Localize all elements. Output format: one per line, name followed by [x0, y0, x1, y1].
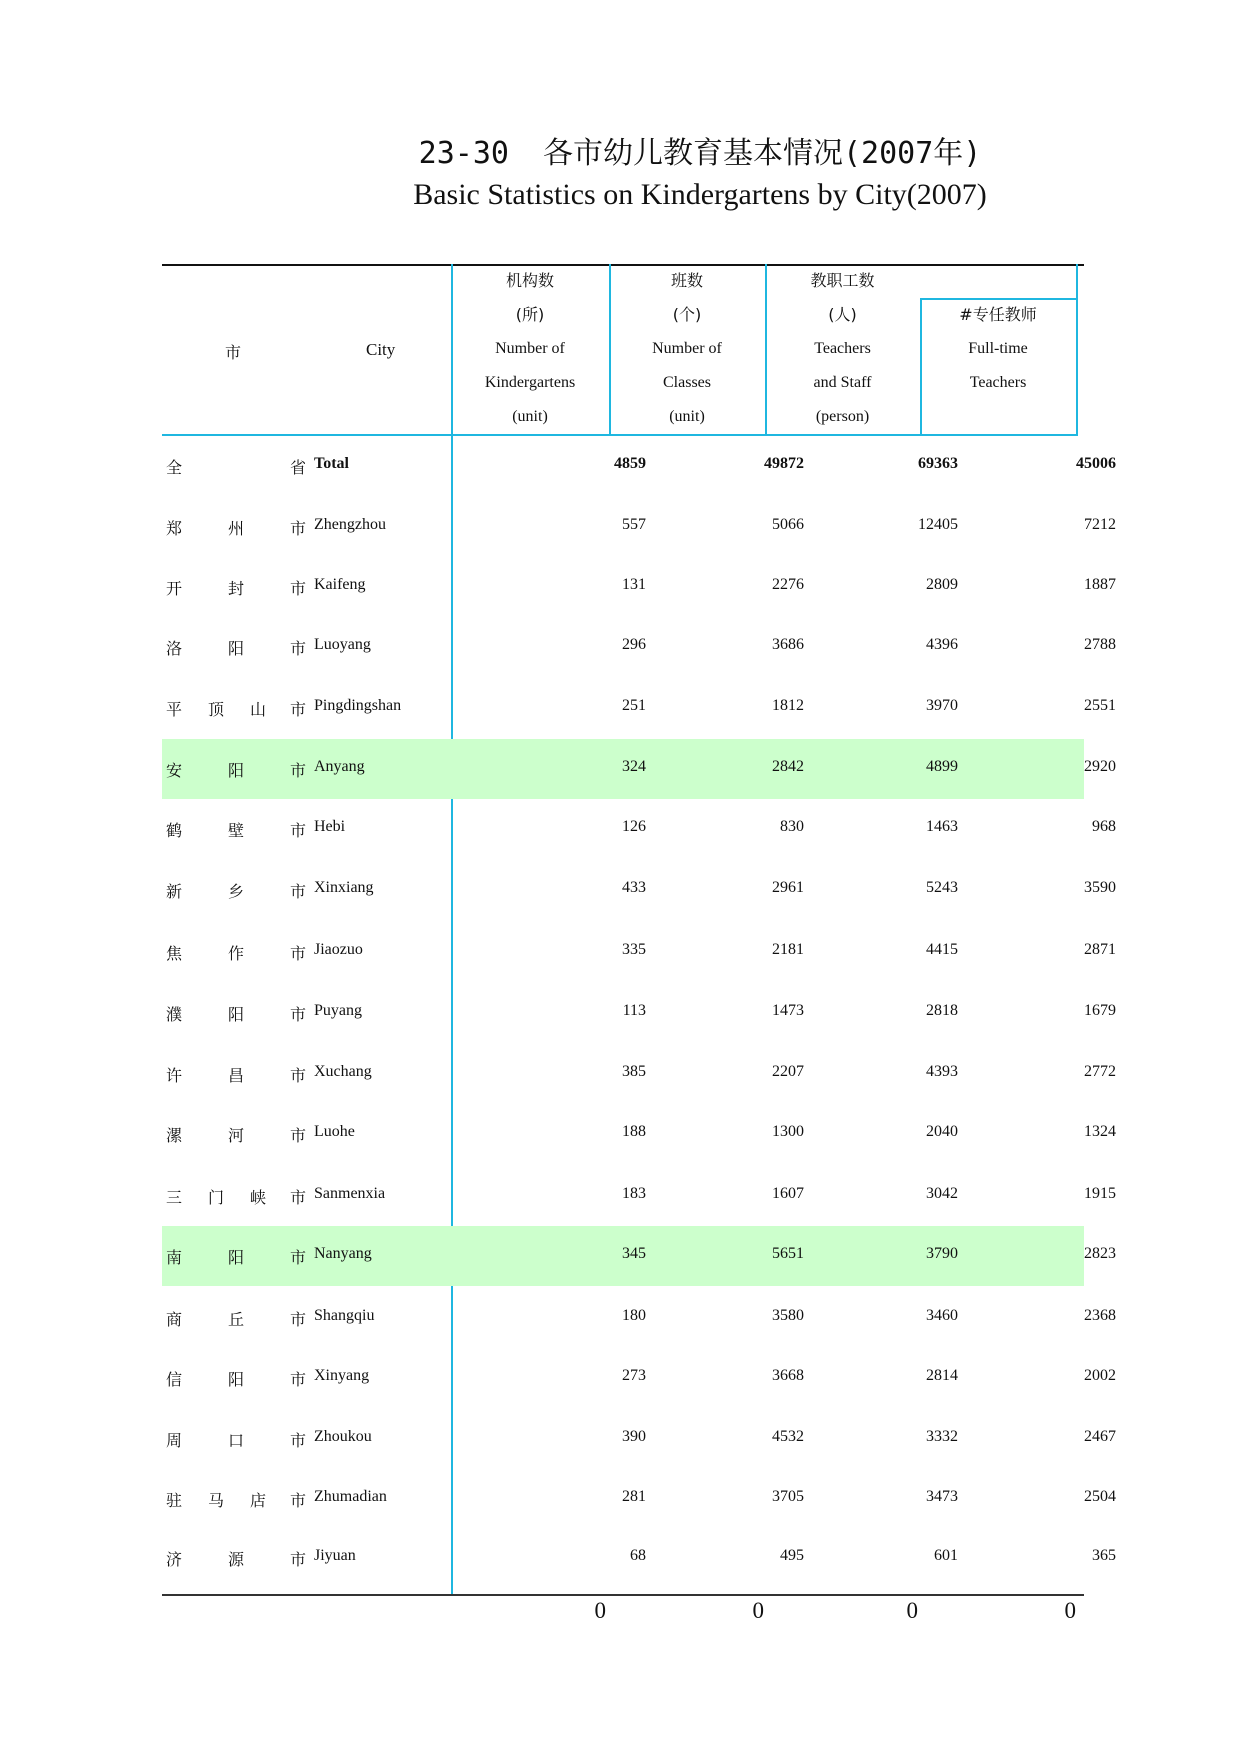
- city-name-en: Xinxiang: [314, 879, 374, 896]
- city-char-2: 源: [228, 1552, 245, 1569]
- kindergartens-value: 390: [622, 1428, 646, 1445]
- city-char-2: 阳: [228, 763, 245, 780]
- classes-value: 3580: [772, 1307, 804, 1324]
- header-vline-5: [1076, 264, 1078, 436]
- city-char-1: 开: [166, 581, 183, 598]
- city-suffix: 市: [290, 1190, 307, 1207]
- fulltime-value: 1324: [1084, 1123, 1116, 1140]
- staff-value: 4415: [926, 941, 958, 958]
- city-char-1: 许: [166, 1068, 183, 1085]
- footer-value-1: 0: [594, 1598, 606, 1623]
- kindergartens-value: 68: [630, 1547, 646, 1564]
- classes-value: 5651: [772, 1245, 804, 1262]
- kindergartens-value: 385: [622, 1063, 646, 1080]
- classes-value: 3668: [772, 1367, 804, 1384]
- footer-value-3: 0: [906, 1598, 918, 1623]
- city-char-1: 洛: [166, 641, 183, 658]
- city-char-1: 信: [166, 1372, 183, 1389]
- fulltime-value: 1887: [1084, 576, 1116, 593]
- city-char-2: 丘: [228, 1312, 245, 1329]
- title-cn-text: 各市幼儿教育基本情况(2007年): [542, 136, 982, 171]
- city-char-1: 南: [166, 1250, 183, 1267]
- classes-value: 830: [780, 818, 804, 835]
- fulltime-value: 1915: [1084, 1185, 1116, 1202]
- header-city-en: City: [366, 340, 396, 359]
- fulltime-value: 968: [1092, 818, 1116, 835]
- fulltime-value: 2504: [1084, 1488, 1116, 1505]
- city-suffix: 市: [290, 1433, 307, 1450]
- header-staff-unit-en: (person): [815, 408, 870, 425]
- header-classes-en2: Classes: [663, 374, 711, 391]
- city-suffix: 市: [290, 823, 307, 840]
- staff-value: 2814: [926, 1367, 958, 1384]
- table-row: [162, 1104, 1116, 1164]
- staff-value: 4393: [926, 1063, 958, 1080]
- city-char-1: 三: [166, 1190, 183, 1207]
- header-kg-unit-cn: (所): [515, 305, 545, 324]
- header-classes-cn: 班数: [670, 271, 703, 290]
- city-name-en: Xinyang: [314, 1367, 370, 1384]
- city-char-1: 全: [166, 460, 183, 477]
- table-row: [162, 1166, 1116, 1226]
- staff-value: 3042: [926, 1185, 958, 1202]
- city-suffix: 市: [290, 1552, 307, 1569]
- city-char-1: 鹤: [166, 823, 183, 840]
- kindergartens-value: 126: [622, 818, 646, 835]
- city-suffix: 市: [290, 1372, 307, 1389]
- header-classes: [609, 264, 765, 434]
- city-char-2: 壁: [228, 823, 245, 840]
- table-row: [162, 557, 1116, 617]
- kindergartens-value: 4859: [614, 455, 646, 472]
- city-suffix: 市: [290, 946, 307, 963]
- staff-value: 4396: [926, 636, 958, 653]
- fulltime-value: 2772: [1084, 1063, 1116, 1080]
- city-suffix: 市: [290, 641, 307, 658]
- city-name-en: Hebi: [314, 818, 346, 835]
- staff-value: 3970: [926, 697, 958, 714]
- fulltime-value: 365: [1092, 1547, 1116, 1564]
- city-char-1: 周: [166, 1433, 183, 1450]
- table-row: [162, 1409, 1116, 1469]
- city-suffix: 市: [290, 1068, 307, 1085]
- header-fulltime-en2: Teachers: [969, 374, 1027, 391]
- fulltime-value: 2467: [1084, 1428, 1116, 1445]
- city-name-en: Puyang: [314, 1002, 362, 1019]
- fulltime-value: 1679: [1084, 1002, 1116, 1019]
- city-char-2: 作: [228, 946, 245, 963]
- table-row: [162, 739, 1116, 799]
- city-char-3: 山: [250, 702, 267, 719]
- city-char-2: 门: [208, 1190, 225, 1207]
- city-char-2: 阳: [228, 1007, 245, 1024]
- city-char-2: 口: [228, 1433, 245, 1450]
- staff-value: 3790: [926, 1245, 958, 1262]
- city-name-en: Zhoukou: [314, 1428, 372, 1445]
- staff-value: 1463: [926, 818, 958, 835]
- city-name-en: Jiyuan: [314, 1547, 356, 1564]
- page-title-cn: [0, 128, 1240, 172]
- city-suffix: 市: [290, 884, 307, 901]
- header-kg-cn: 机构数: [505, 271, 554, 290]
- city-char-2: 阳: [228, 641, 245, 658]
- fulltime-value: 45006: [1076, 455, 1116, 472]
- table-row: [162, 799, 1116, 859]
- header-staff-unit-cn: (人): [828, 305, 857, 324]
- city-char-3: 峡: [250, 1190, 267, 1207]
- city-suffix: 市: [290, 1128, 307, 1145]
- staff-value: 2040: [926, 1123, 958, 1140]
- fulltime-value: 2920: [1084, 758, 1116, 775]
- table-row: [162, 1288, 1116, 1348]
- header-fulltime: [920, 298, 1076, 400]
- header-city-cn: 市: [225, 343, 242, 362]
- staff-value: 2818: [926, 1002, 958, 1019]
- header-fulltime-cn: #专任教师: [959, 305, 1037, 324]
- classes-value: 5066: [772, 516, 804, 533]
- table-row: [162, 922, 1116, 982]
- city-suffix: 市: [290, 581, 307, 598]
- staff-value: 3332: [926, 1428, 958, 1445]
- city-suffix: 市: [290, 702, 307, 719]
- header-classes-unit-cn: (个): [672, 305, 702, 324]
- fulltime-value: 2002: [1084, 1367, 1116, 1384]
- kindergartens-value: 557: [622, 516, 646, 533]
- city-name-en: Jiaozuo: [314, 941, 363, 958]
- table-number: 23-30: [418, 136, 509, 171]
- classes-value: 2276: [772, 576, 804, 593]
- table-row: [162, 1226, 1116, 1286]
- city-name-en: Anyang: [314, 758, 365, 775]
- city-char-1: 濮: [166, 1007, 183, 1024]
- kindergartens-value: 281: [622, 1488, 646, 1505]
- city-char-1: 安: [166, 763, 183, 780]
- header-staff-cn: 教职工数: [810, 271, 875, 290]
- kindergartens-value: 188: [622, 1123, 646, 1140]
- table-row: [162, 1528, 1116, 1588]
- classes-value: 3686: [772, 636, 804, 653]
- footer-value-2: 0: [752, 1598, 764, 1623]
- kindergartens-value: 335: [622, 941, 646, 958]
- header-staff-en1: Teachers: [814, 340, 871, 357]
- city-suffix: 市: [290, 1493, 307, 1510]
- city-char-1: 驻: [166, 1493, 183, 1510]
- city-char-1: 郑: [166, 521, 183, 538]
- classes-value: 2842: [772, 758, 804, 775]
- classes-value: 1812: [772, 697, 804, 714]
- kindergartens-value: 251: [622, 697, 646, 714]
- city-char-1: 新: [166, 884, 183, 901]
- table-row: [162, 617, 1116, 677]
- classes-value: 1300: [772, 1123, 804, 1140]
- city-name-en: Xuchang: [314, 1063, 372, 1080]
- header-staff-en2: and Staff: [813, 374, 872, 391]
- header-kindergartens: [451, 264, 609, 434]
- table-row: [162, 1044, 1116, 1104]
- city-char-2: 昌: [228, 1068, 245, 1085]
- kindergartens-value: 180: [622, 1307, 646, 1324]
- kindergartens-value: 273: [622, 1367, 646, 1384]
- header-classes-en1: Number of: [652, 340, 722, 357]
- kindergartens-value: 131: [622, 576, 646, 593]
- fulltime-value: 2871: [1084, 941, 1116, 958]
- fulltime-value: 2823: [1084, 1245, 1116, 1262]
- table-row: [162, 860, 1116, 920]
- city-suffix: 市: [290, 1007, 307, 1024]
- classes-value: 49872: [764, 455, 804, 472]
- city-char-1: 平: [166, 702, 183, 719]
- kindergartens-value: 345: [622, 1245, 646, 1262]
- header-fulltime-en1: Full-time: [968, 340, 1028, 357]
- city-char-2: 阳: [228, 1250, 245, 1267]
- classes-value: 2181: [772, 941, 804, 958]
- city-char-1: 商: [166, 1312, 183, 1329]
- city-char-1: 焦: [166, 946, 183, 963]
- staff-value: 3460: [926, 1307, 958, 1324]
- staff-value: 2809: [926, 576, 958, 593]
- fulltime-value: 7212: [1084, 516, 1116, 533]
- staff-value: 601: [934, 1547, 958, 1564]
- city-suffix: 市: [290, 521, 307, 538]
- staff-value: 12405: [918, 516, 958, 533]
- classes-value: 3705: [772, 1488, 804, 1505]
- kindergartens-value: 183: [622, 1185, 646, 1202]
- city-suffix: 市: [290, 1312, 307, 1329]
- staff-value: 5243: [926, 879, 958, 896]
- city-name-en: Luoyang: [314, 636, 371, 653]
- city-suffix: 市: [290, 1250, 307, 1267]
- city-name-en: Luohe: [314, 1123, 355, 1140]
- kindergartens-value: 324: [622, 758, 646, 775]
- page-title-en: Basic Statistics on Kindergartens by City(2007): [413, 178, 987, 211]
- table-row: [162, 1469, 1116, 1529]
- classes-value: 2207: [772, 1063, 804, 1080]
- city-name-en: Sanmenxia: [314, 1185, 386, 1202]
- city-char-2: 河: [228, 1128, 245, 1145]
- header-kg-en1: Number of: [495, 340, 565, 357]
- city-name-en: Kaifeng: [314, 576, 366, 593]
- table-row: [162, 678, 1116, 738]
- city-char-2: 顶: [208, 702, 225, 719]
- staff-value: 69363: [918, 455, 958, 472]
- city-char-2: 乡: [228, 884, 245, 901]
- table-row: [162, 436, 1116, 496]
- city-name-en: Zhengzhou: [314, 516, 386, 533]
- city-char-2: 阳: [228, 1372, 245, 1389]
- classes-value: 495: [780, 1547, 804, 1564]
- city-name-en: Shangqiu: [314, 1307, 375, 1324]
- table-row: [162, 497, 1116, 557]
- city-char-2: 州: [228, 521, 245, 538]
- city-char-1: 济: [166, 1552, 183, 1569]
- classes-value: 1473: [772, 1002, 804, 1019]
- kindergartens-value: 296: [622, 636, 646, 653]
- city-name-en: Zhumadian: [314, 1488, 387, 1505]
- classes-value: 4532: [772, 1428, 804, 1445]
- city-char-2: 马: [208, 1493, 225, 1510]
- kindergartens-value: 433: [622, 879, 646, 896]
- header-kg-unit-en: (unit): [512, 408, 548, 425]
- bottom-rule: [162, 1594, 1084, 1596]
- city-name-en: Pingdingshan: [314, 697, 402, 714]
- fulltime-value: 2368: [1084, 1307, 1116, 1324]
- fulltime-value: 3590: [1084, 879, 1116, 896]
- header-classes-unit-en: (unit): [669, 408, 705, 425]
- table-row: [162, 1348, 1116, 1408]
- city-name-en: Total: [314, 455, 349, 472]
- table-row: [162, 983, 1116, 1043]
- footer-value-4: 0: [1064, 1598, 1076, 1623]
- city-char-3: 店: [250, 1493, 267, 1510]
- staff-value: 4899: [926, 758, 958, 775]
- city-suffix: 市: [290, 763, 307, 780]
- header-kg-en2: Kindergartens: [484, 374, 576, 391]
- city-name-en: Nanyang: [314, 1245, 372, 1262]
- city-char-2: 封: [228, 581, 245, 598]
- fulltime-value: 2551: [1084, 697, 1116, 714]
- city-suffix: 省: [290, 460, 307, 477]
- city-char-1: 漯: [166, 1128, 183, 1145]
- kindergartens-value: 113: [622, 1002, 646, 1019]
- classes-value: 2961: [772, 879, 804, 896]
- header-staff: [765, 264, 920, 434]
- fulltime-value: 2788: [1084, 636, 1116, 653]
- staff-value: 3473: [926, 1488, 958, 1505]
- classes-value: 1607: [772, 1185, 804, 1202]
